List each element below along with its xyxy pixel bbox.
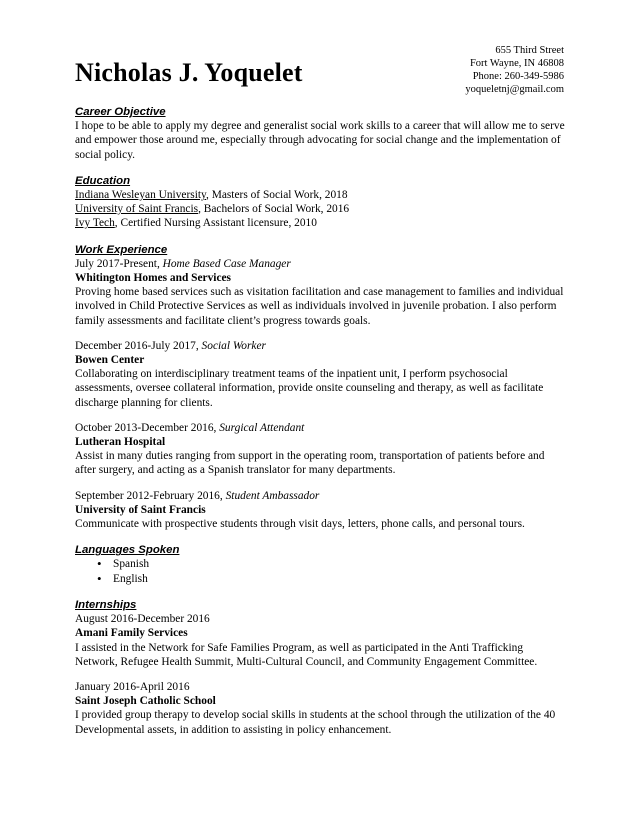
job-dates-line [75,339,565,353]
education-school: Indiana Wesleyan University [75,189,206,202]
internship-entry [75,612,565,669]
internship-org: Amani Family Services [75,627,188,640]
education-section [75,174,565,231]
language-item: • Spanish [97,557,565,571]
internship-dates: August 2016-December 2016 [75,613,210,626]
internship-org: Saint Joseph Catholic School [75,695,216,708]
internship-desc: I assisted in the Network for Safe Families Program, as well as participated in the Anti Trafficking Network, Refugee Health Summit, Multi-Cultural Council, and Community Engagement Committee. [75,641,538,668]
internships-heading: Internships [75,598,137,611]
job-desc: Proving home based services such as visitation facilitation and case management to families and individual involved in Child Protective Services as well as individuals involved in juvenile probation. I also perform family assessments and facilitate client’s progress towards goals. [75,286,564,327]
resume-body [75,105,565,749]
contact-email: yoqueletnj@gmail.com [465,84,564,95]
languages-heading: Languages Spoken [75,544,180,557]
work-section [75,243,565,532]
education-item [75,202,565,216]
job-desc: Collaborating on interdisciplinary treatment teams of the inpatient unit, I perform psychosocial assessments, oversee collateral information, provide onsite counseling and therapy, as well as facilitate discharge planning for clients. [75,368,544,409]
job-entry [75,257,565,328]
contact-city: Fort Wayne, IN 46808 [469,58,564,69]
education-school: University of Saint Francis [75,203,199,216]
job-dates: October 2013-December 2016, [75,421,220,434]
education-detail: , Masters of Social Work, 2018 [206,189,348,202]
job-title: Student Ambassador [225,489,320,502]
contact-phone: Phone: 260-349-5986 [472,71,564,82]
education-detail: , Bachelors of Social Work, 2016 [198,203,350,216]
job-title: Surgical Attendant [219,421,305,434]
internship-dates: January 2016-April 2016 [75,680,190,693]
education-item [75,216,565,230]
languages-list [75,557,565,585]
education-item [75,188,565,202]
job-desc: Communicate with prospective students through visit days, letters, phone calls, and personal tours. [75,518,525,531]
internships-section [75,598,565,737]
language-item: • English [97,572,565,586]
job-entry [75,489,565,532]
job-org: Bowen Center [75,354,145,367]
job-org: University of Saint Francis [75,503,206,516]
job-entry [75,421,565,478]
contact-street: 655 Third Street [495,45,564,56]
work-heading: Work Experience [75,243,168,256]
job-dates-line [75,257,565,271]
job-org: Whitington Homes and Services [75,272,231,285]
internship-entry [75,680,565,737]
resume-name: Nicholas J. Yoquelet [75,58,303,87]
contact-block [465,44,564,96]
job-org: Lutheran Hospital [75,436,166,449]
languages-section [75,543,565,586]
job-dates-line [75,421,565,435]
job-title: Home Based Case Manager [162,257,291,270]
objective-text: I hope to be able to apply my degree and generalist social work skills to a career that will allow me to serve and empower those around me, especially through advocating for social change and the implementation of social policy. [75,120,565,161]
education-school: Ivy Tech [75,217,115,230]
job-dates: July 2017-Present, [75,257,163,270]
education-detail: , Certified Nursing Assistant licensure, 2010 [114,217,317,230]
education-heading: Education [75,174,131,187]
job-entry [75,339,565,410]
job-dates: December 2016-July 2017, [75,339,202,352]
job-title: Social Worker [201,339,266,352]
objective-section [75,105,565,162]
internship-desc: I provided group therapy to develop social skills in students at the school through the utilization of the 40 Developmental assets, in addition to assisting in policy enhancement. [75,709,556,736]
job-desc: Assist in many duties ranging from support in the operating room, transportation of patients before and after surgery, and acting as a Spanish translator for many departments. [75,450,545,477]
job-dates-line [75,489,565,503]
objective-heading: Career Objective [75,106,166,118]
job-dates: September 2012-February 2016, [75,489,226,502]
